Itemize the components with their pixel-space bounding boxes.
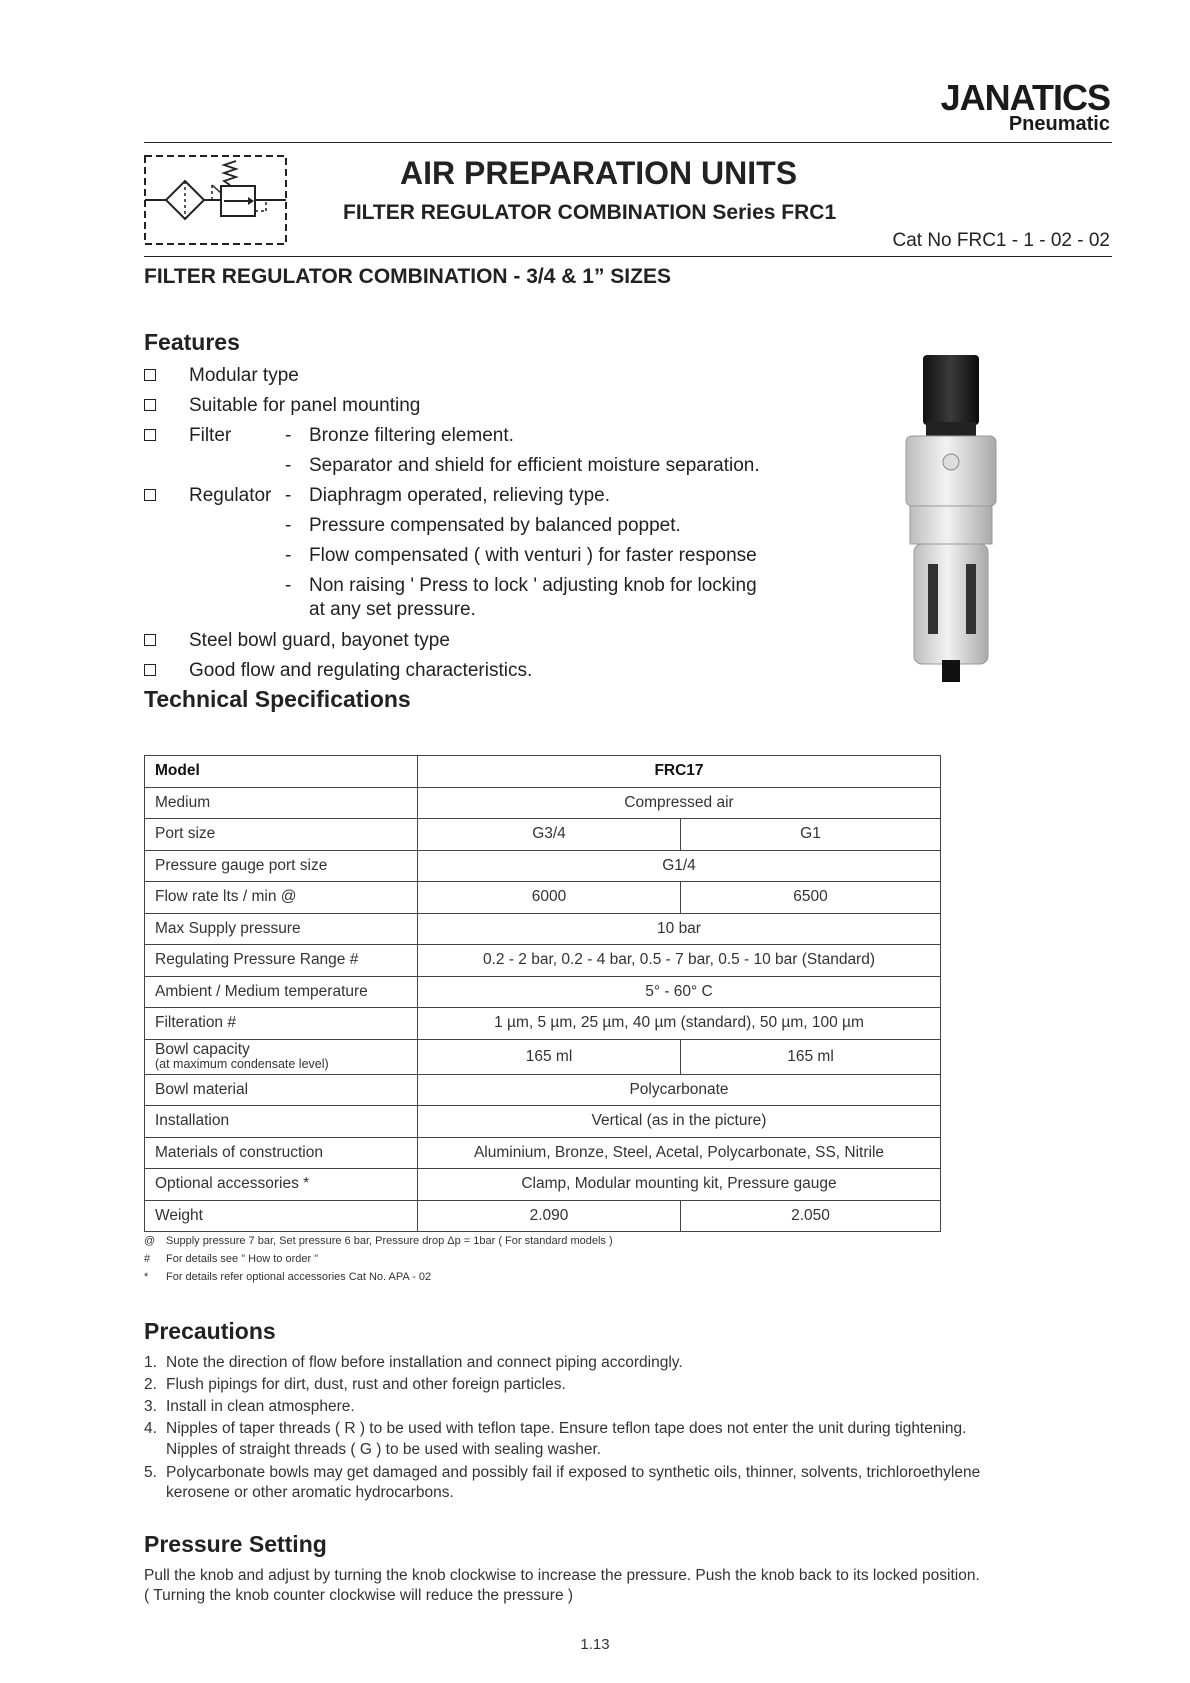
spec-label: Optional accessories * bbox=[145, 1169, 418, 1201]
table-row bbox=[145, 756, 941, 788]
feature-item bbox=[144, 629, 156, 653]
precaution-text: Polycarbonate bowls may get damaged and possibly fail if exposed to synthetic oils, thinner, solvents, trichloroethylene bbox=[166, 1464, 981, 1481]
table-row bbox=[145, 1074, 941, 1106]
checkbox-bullet-icon bbox=[144, 489, 156, 501]
spec-label: Regulating Pressure Range # bbox=[145, 945, 418, 977]
page-heading: FILTER REGULATOR COMBINATION - 3/4 & 1” SIZES bbox=[144, 265, 671, 288]
spec-label: Bowl capacity bbox=[155, 1041, 250, 1058]
precaution-item bbox=[144, 1396, 355, 1417]
spec-value: Clamp, Modular mounting kit, Pressure gauge bbox=[418, 1169, 941, 1201]
spec-label: Filteration # bbox=[145, 1008, 418, 1040]
spec-value: Polycarbonate bbox=[418, 1074, 941, 1106]
precaution-number: 3. bbox=[144, 1398, 157, 1415]
spec-value: 2.050 bbox=[681, 1200, 941, 1232]
filter-point: Separator and shield for efficient moisture separation. bbox=[309, 455, 760, 476]
spec-value: G1/4 bbox=[418, 850, 941, 882]
feature-item bbox=[144, 484, 156, 508]
table-row bbox=[145, 1169, 941, 1201]
precaution-text-continued: Nipples of straight threads ( G ) to be used with sealing washer. bbox=[166, 1441, 602, 1458]
table-row bbox=[145, 819, 941, 851]
header-rule-bottom bbox=[144, 256, 1112, 257]
spec-value: Aluminium, Bronze, Steel, Acetal, Polycarbonate, SS, Nitrile bbox=[418, 1137, 941, 1169]
spec-value: 6500 bbox=[681, 882, 941, 914]
dash: - bbox=[285, 545, 292, 566]
features-heading: Features bbox=[144, 329, 240, 355]
precautions-heading: Precautions bbox=[144, 1318, 276, 1344]
footnote-symbol: @ bbox=[144, 1235, 156, 1247]
spec-label: Installation bbox=[145, 1106, 418, 1138]
spec-label: Model bbox=[145, 756, 418, 788]
feature-text: Suitable for panel mounting bbox=[189, 395, 421, 416]
spec-value: 10 bar bbox=[418, 913, 941, 945]
spec-value: 5° - 60° C bbox=[418, 976, 941, 1008]
pressure-setting-text: Pull the knob and adjust by turning the knob clockwise to increase the pressure. Push the knob back to its locked position. bbox=[144, 1567, 980, 1584]
table-row bbox=[145, 1008, 941, 1040]
feature-item bbox=[144, 364, 156, 388]
spec-label-cell bbox=[145, 1039, 418, 1074]
spec-label: Max Supply pressure bbox=[145, 913, 418, 945]
feature-text: Regulator bbox=[189, 485, 272, 506]
spec-value: 0.2 - 2 bar, 0.2 - 4 bar, 0.5 - 7 bar, 0.5 - 10 bar (Standard) bbox=[418, 945, 941, 977]
table-row bbox=[145, 1106, 941, 1138]
specs-heading: Technical Specifications bbox=[144, 686, 411, 712]
spec-label: Medium bbox=[145, 787, 418, 819]
spec-value: 6000 bbox=[418, 882, 681, 914]
regulator-point: Non raising ' Press to lock ' adjusting knob for locking bbox=[309, 575, 757, 596]
table-row bbox=[145, 787, 941, 819]
header-rule-top bbox=[144, 142, 1112, 143]
dash: - bbox=[285, 575, 292, 596]
checkbox-bullet-icon bbox=[144, 634, 156, 646]
feature-item bbox=[144, 394, 156, 418]
spec-value: Compressed air bbox=[418, 787, 941, 819]
page-number: 1.13 bbox=[580, 1636, 610, 1653]
dash: - bbox=[285, 425, 292, 446]
footnote-symbol: * bbox=[144, 1271, 149, 1283]
precaution-number: 5. bbox=[144, 1464, 157, 1481]
dash: - bbox=[285, 455, 292, 476]
pressure-setting-heading: Pressure Setting bbox=[144, 1531, 327, 1557]
footnote bbox=[144, 1253, 318, 1265]
feature-text: Steel bowl guard, bayonet type bbox=[189, 630, 450, 651]
catalog-number: Cat No FRC1 - 1 - 02 - 02 bbox=[892, 230, 1110, 251]
checkbox-bullet-icon bbox=[144, 399, 156, 411]
table-row bbox=[145, 945, 941, 977]
spec-value: G3/4 bbox=[418, 819, 681, 851]
feature-item bbox=[144, 424, 156, 448]
brand-logo bbox=[940, 77, 1110, 135]
filter-regulator-symbol-icon bbox=[144, 155, 287, 245]
checkbox-bullet-icon bbox=[144, 369, 156, 381]
spec-label: Ambient / Medium temperature bbox=[145, 976, 418, 1008]
product-image bbox=[888, 350, 1018, 690]
pressure-setting-text: ( Turning the knob counter clockwise will reduce the pressure ) bbox=[144, 1587, 574, 1604]
spec-label: Pressure gauge port size bbox=[145, 850, 418, 882]
precaution-text: Nipples of taper threads ( R ) to be used with teflon tape. Ensure teflon tape does not enter the unit during tightening. bbox=[166, 1420, 967, 1437]
spec-label: Bowl material bbox=[145, 1074, 418, 1106]
footnote-text: For details refer optional accessories Cat No. APA - 02 bbox=[166, 1271, 432, 1283]
table-row bbox=[145, 1200, 941, 1232]
table-row bbox=[145, 850, 941, 882]
table-row bbox=[145, 1039, 941, 1074]
spec-value: 165 ml bbox=[418, 1039, 681, 1074]
feature-text: Filter bbox=[189, 425, 232, 446]
page-title: AIR PREPARATION UNITS bbox=[400, 155, 798, 191]
regulator-point: Pressure compensated by balanced poppet. bbox=[309, 515, 681, 536]
feature-item bbox=[144, 659, 156, 683]
brand-sub: Pneumatic bbox=[1008, 113, 1110, 135]
spec-value: 1 µm, 5 µm, 25 µm, 40 µm (standard), 50 µm, 100 µm bbox=[418, 1008, 941, 1040]
footnote-text: For details see " How to order " bbox=[166, 1253, 319, 1265]
filter-point: Bronze filtering element. bbox=[309, 425, 514, 446]
regulator-point: Diaphragm operated, relieving type. bbox=[309, 485, 611, 506]
spec-value: G1 bbox=[681, 819, 941, 851]
spec-value: FRC17 bbox=[418, 756, 941, 788]
spec-value: 2.090 bbox=[418, 1200, 681, 1232]
dash: - bbox=[285, 515, 292, 536]
spec-value: Vertical (as in the picture) bbox=[418, 1106, 941, 1138]
precaution-number: 4. bbox=[144, 1420, 157, 1437]
spec-label-note: (at maximum condensate level) bbox=[155, 1057, 329, 1071]
precaution-item bbox=[144, 1418, 966, 1439]
page-subtitle: FILTER REGULATOR COMBINATION Series FRC1 bbox=[343, 201, 837, 224]
footnote bbox=[144, 1235, 613, 1247]
precaution-number: 1. bbox=[144, 1354, 157, 1371]
checkbox-bullet-icon bbox=[144, 664, 156, 676]
precaution-item bbox=[144, 1374, 566, 1395]
footnote-text: Supply pressure 7 bar, Set pressure 6 bar, Pressure drop Δp = 1bar ( For standard models ) bbox=[166, 1235, 613, 1247]
regulator-point: Flow compensated ( with venturi ) for faster response bbox=[309, 545, 757, 566]
spec-label: Port size bbox=[145, 819, 418, 851]
table-row bbox=[145, 882, 941, 914]
spec-label: Flow rate lts / min @ bbox=[145, 882, 418, 914]
precaution-number: 2. bbox=[144, 1376, 157, 1393]
precaution-text: Flush pipings for dirt, dust, rust and other foreign particles. bbox=[166, 1376, 566, 1393]
regulator-point-continued: at any set pressure. bbox=[309, 599, 476, 620]
table-row bbox=[145, 913, 941, 945]
spec-label: Weight bbox=[145, 1200, 418, 1232]
footnote-symbol: # bbox=[144, 1253, 151, 1265]
precaution-text: Install in clean atmosphere. bbox=[166, 1398, 355, 1415]
feature-text: Good flow and regulating characteristics. bbox=[189, 660, 533, 681]
spec-value: 165 ml bbox=[681, 1039, 941, 1074]
table-row bbox=[145, 1137, 941, 1169]
precaution-item bbox=[144, 1462, 980, 1483]
table-row bbox=[145, 976, 941, 1008]
checkbox-bullet-icon bbox=[144, 429, 156, 441]
spec-table bbox=[144, 755, 941, 1232]
precaution-item bbox=[144, 1352, 683, 1373]
dash: - bbox=[285, 485, 292, 506]
precaution-text-continued: kerosene or other aromatic hydrocarbons. bbox=[166, 1484, 454, 1501]
spec-label: Materials of construction bbox=[145, 1137, 418, 1169]
brand-name: JANATICS bbox=[940, 77, 1110, 118]
precaution-text: Note the direction of flow before installation and connect piping accordingly. bbox=[166, 1354, 683, 1371]
footnote bbox=[144, 1271, 431, 1283]
feature-text: Modular type bbox=[189, 365, 299, 386]
